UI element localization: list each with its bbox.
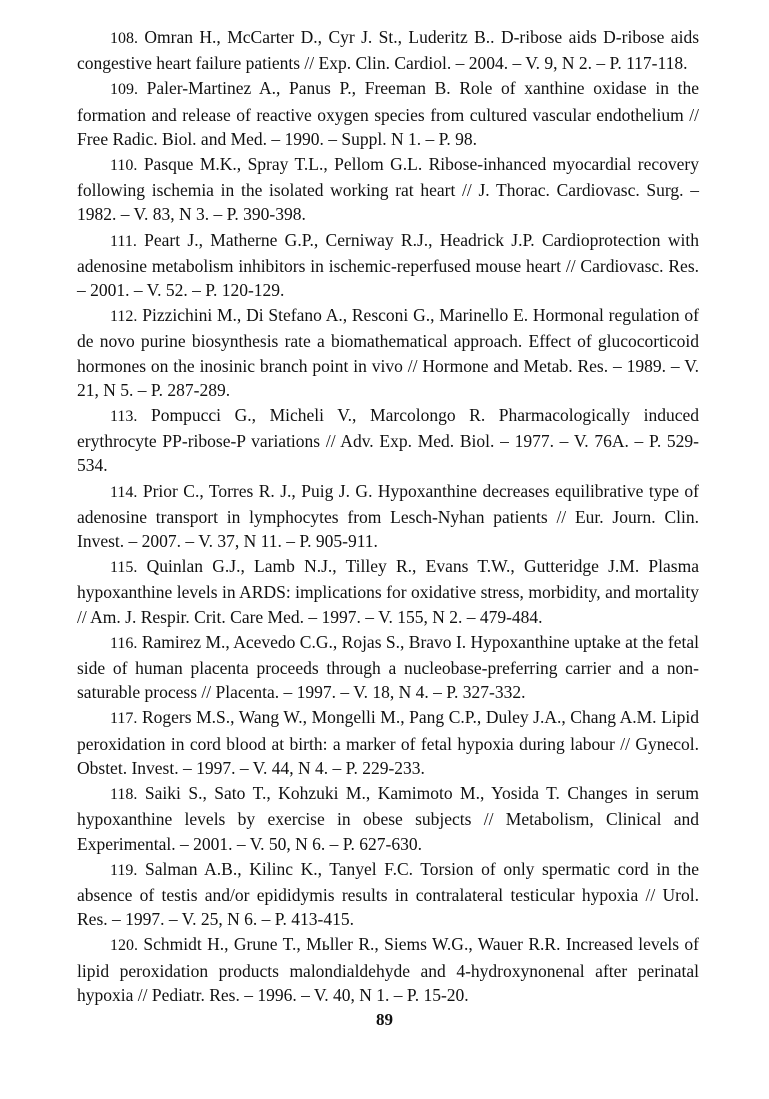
reference-119 (77, 857, 699, 932)
reference-text: Ramirez M., Acevedo C.G., Rojas S., Bravo I. Hypoxanthine uptake at the fetal side of human placenta proceeds through a nucleobase-preferring carrier and a non-saturable process // Placenta. – 1997. – V. 18, N 4. – P. 327-332. (77, 631, 700, 703)
reference-112 (77, 303, 699, 402)
reference-text: Salman A.B., Kilinc K., Tanyel F.C. Torsion of only spermatic cord in the absence of testis and/or epididymis results in contralateral testicular hypoxia // Urol. Res. – 1997. – V. 25, N 6. – P. 413-415. (77, 858, 699, 930)
reference-120 (77, 932, 699, 1007)
reference-number: 112. (110, 308, 138, 326)
reference-text: Omran H., McCarter D., Cyr J. St., Luderitz B.. D-ribose aids D-ribose aids congestive heart failure patients // Exp. Clin. Cardiol. – 2004. – V. 9, N 2. – P. 117-118. (77, 27, 699, 74)
reference-114 (77, 479, 699, 554)
reference-number: 117. (110, 710, 138, 728)
reference-text: Paler-Martinez A., Panus P., Freeman B. Role of xanthine oxidase in the formation and release of reactive oxygen species from cultured vascular endothelium // Free Radic. Biol. and Med. – 1990. – Suppl. N 1. – P. 98. (77, 78, 700, 149)
reference-number: 111. (110, 232, 137, 250)
reference-number: 118. (110, 786, 138, 804)
reference-text: Rogers M.S., Wang W., Mongelli M., Pang C.P., Duley J.A., Chang A.M. Lipid peroxidation in cord blood at birth: a marker of fetal hypoxia during labour // Gynecol. Obstet. Invest. – 1997. – V. 44, N 4. – P. 229-233. (77, 707, 700, 778)
reference-113 (77, 403, 699, 478)
reference-number: 110. (110, 157, 138, 175)
reference-number: 119. (110, 861, 138, 879)
reference-text: Quinlan G.J., Lamb N.J., Tilley R., Evans T.W., Gutteridge J.M. Plasma hypoxanthine levels in ARDS: implications for oxidative stress, morbidity, and mortality // Am. J. Respir. Crit. Care Med. – 1997. – V. 155, N 2. – 479-484. (77, 556, 699, 627)
reference-111 (77, 228, 699, 303)
reference-116 (77, 630, 699, 705)
reference-109 (77, 76, 699, 151)
reference-108 (77, 25, 699, 75)
reference-text: Pompucci G., Micheli V., Marcolongo R. Pharmacologically induced erythrocyte PP-ribose-P variations // Adv. Exp. Med. Biol. – 1977. – V. 76A. – P. 529-534. (77, 405, 700, 476)
reference-text: Peart J., Matherne G.P., Cerniway R.J., Headrick J.P. Cardioprotection with adenosine metabolism inhibitors in ischemic-reperfused mouse heart // Cardiovasc. Res. – 2001. – V. 52. – P. 120-129. (77, 229, 699, 301)
reference-number: 114. (110, 483, 138, 501)
reference-text: Pasque M.K., Spray T.L., Pellom G.L. Ribose-inhanced myocardial recovery following ischemia in the isolated working rat heart // J. Thorac. Cardiovasc. Surg. – 1982. – V. 83, N 3. – P. 390-398. (77, 154, 699, 225)
reference-number: 108. (110, 30, 138, 47)
reference-number: 120. (110, 937, 138, 955)
reference-115 (77, 554, 699, 629)
reference-text: Schmidt H., Grune T., Mьller R., Siems W.G., Wauer R.R. Increased levels of lipid peroxidation products malondialdehyde and 4-hydroxynonenal after perinatal hypoxia // Pediatr. Res. – 1996. – V. 40, N 1. – P. 15-20. (77, 934, 699, 1005)
reference-text: Saiki S., Sato T., Kohzuki M., Kamimoto M., Yosida T. Changes in serum hypoxanthine levels by exercise in obese subjects // Metabolism, Clinical and Experimental. – 2001. – V. 50, N 6. – P. 627-630. (77, 783, 699, 854)
reference-118 (77, 781, 699, 856)
reference-text: Pizzichini M., Di Stefano A., Resconi G., Marinello E. Hormonal regulation of de novo purine biosynthesis rate a biomathematical approach. Effect of glucocorticoid hormones on the inosinic branch point in vivo // Hormone and Metab. Res. – 1989. – V. 21, N 5. – P. 287-289. (77, 305, 700, 400)
reference-number: 116. (110, 634, 138, 652)
reference-number: 109. (110, 81, 138, 99)
reference-number: 115. (110, 559, 138, 577)
page-number: 89 (376, 1010, 393, 1029)
reference-text: Prior C., Torres R. J., Puig J. G. Hypoxanthine decreases equilibrative type of adenosine transport in lymphocytes from Lesch-Nyhan patients // Eur. Journ. Clin. Invest. – 2007. – V. 37, N 11. – P. 905-911. (77, 480, 699, 552)
reference-117 (77, 705, 699, 780)
reference-list (77, 25, 699, 1007)
reference-110 (77, 152, 699, 227)
reference-number: 113. (110, 408, 138, 426)
